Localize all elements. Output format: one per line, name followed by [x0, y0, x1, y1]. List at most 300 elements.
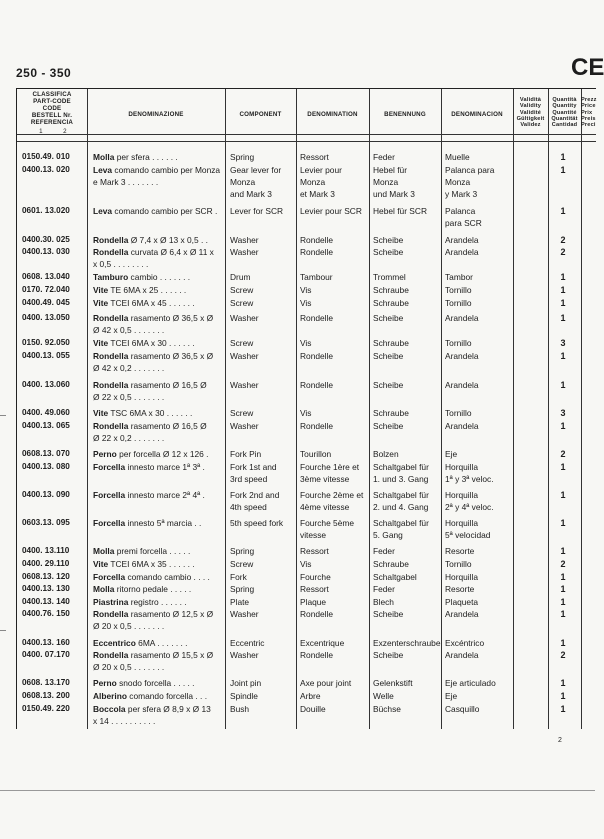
table-row	[17, 489, 596, 514]
german-name-line: Scheibe	[373, 609, 404, 620]
english-name-line: Washer	[230, 609, 259, 620]
parts-table	[16, 88, 596, 729]
english-name-line: Washer	[230, 234, 259, 245]
italian-name-line: Molla premi forcella . . . . .	[93, 546, 191, 557]
german-name-line: Gelenkstift	[373, 678, 413, 689]
spanish-name	[445, 608, 515, 620]
part-code: 0603.13. 095	[22, 518, 70, 528]
english-name-line: Fork 1st and	[230, 461, 277, 472]
spanish-name-line: Palanca	[445, 206, 476, 217]
quantity: 3	[560, 408, 566, 419]
italian-name-line: Forcella comando cambio . . . .	[93, 571, 210, 582]
part-code: 0400.13. 160	[22, 637, 70, 647]
part-code: 0400. 07.170	[22, 650, 70, 660]
table-row	[17, 677, 596, 690]
french-name	[300, 407, 370, 419]
spanish-name	[445, 596, 515, 608]
german-name	[373, 151, 443, 163]
italian-name-line: Ø 42 x 0,5 . . . . . . .	[93, 325, 165, 336]
german-name-line: Schaltgabel für	[373, 461, 429, 472]
italian-name-line: Vite TCEI 6MA x 30 . . . . . .	[93, 338, 195, 349]
german-name-line: 5. Gang	[373, 530, 403, 541]
part-code: 0150.49. 220	[22, 703, 70, 713]
spanish-name-line: Tornillo	[445, 285, 472, 295]
spanish-name-line: Eje	[445, 449, 458, 460]
part-code: 0601. 13.020	[22, 206, 70, 216]
spanish-name	[445, 649, 515, 661]
spanish-name	[445, 205, 515, 229]
italian-name-line: Boccola per sfera Ø 8,9 x Ø 13	[93, 703, 211, 714]
german-name	[373, 164, 443, 200]
part-code: 0400. 13.060	[22, 380, 70, 390]
quantity: 1	[560, 678, 566, 689]
table-row	[17, 234, 596, 247]
spanish-name-line: Arandela	[445, 609, 479, 620]
spanish-name	[445, 690, 515, 702]
english-name	[230, 461, 298, 485]
header-english: COMPONENT	[239, 111, 282, 118]
french-name	[300, 517, 370, 541]
part-code: 0400. 13.110	[22, 546, 70, 556]
french-name-line: Fourche 1ère et	[300, 461, 360, 472]
quantity: 2	[560, 234, 566, 245]
english-name	[230, 420, 298, 432]
italian-name-line: e Mark 3 . . . . . . .	[93, 176, 159, 187]
table-row	[17, 571, 596, 584]
spanish-name	[445, 284, 515, 296]
german-name	[373, 246, 443, 258]
english-name	[230, 379, 298, 391]
italian-name-line: Rondella curvata Ø 6,4 x Ø 11 x	[93, 247, 214, 258]
spanish-name-line: Arandela	[445, 421, 479, 431]
french-name-line: 4ème vitesse	[300, 502, 350, 512]
german-name-line: Scheibe	[373, 351, 404, 361]
table-row	[17, 703, 596, 728]
italian-name-line: Forcella innesto 5ª marcia . .	[93, 518, 202, 529]
english-name-line: Spring	[230, 152, 255, 162]
english-name-line: 3rd speed	[230, 473, 268, 484]
german-name	[373, 703, 443, 715]
french-name-line: Vis	[300, 338, 312, 349]
table-row	[17, 164, 596, 202]
italian-name-line: Vite TCEI 6MA x 35 . . . . . .	[93, 559, 195, 569]
french-name	[300, 350, 370, 362]
german-name	[373, 448, 443, 460]
italian-name	[93, 407, 223, 419]
spanish-name-line: Arandela	[445, 351, 479, 361]
page-code: 250 - 350	[16, 66, 72, 80]
german-name-line: Exzenterschraube	[373, 637, 441, 648]
quantity: 1	[560, 351, 566, 361]
spanish-name	[445, 246, 515, 258]
header-french: DENOMINATION	[307, 111, 358, 118]
german-name	[373, 558, 443, 570]
table-row	[17, 246, 596, 271]
table-row	[17, 337, 596, 350]
italian-name-line: Alberino comando forcella . . .	[93, 691, 208, 701]
english-name-line: Screw	[230, 297, 254, 308]
spanish-name-line: Horquilla	[445, 461, 479, 472]
english-name	[230, 690, 298, 702]
french-name-line: Rondelle	[300, 234, 334, 245]
french-name	[300, 677, 370, 689]
spanish-name-line: Eje	[445, 691, 458, 701]
german-name-line: Schraube	[373, 297, 409, 308]
quantity: 1	[560, 691, 566, 701]
quantity: 1	[560, 584, 566, 595]
italian-name-line: Vite TCEI 6MA x 45 . . . . . .	[93, 297, 195, 308]
french-name-line: Rondelle	[300, 609, 334, 620]
english-name-line: Fork	[230, 571, 247, 582]
english-name	[230, 571, 298, 583]
french-name-line: Ressort	[300, 152, 329, 162]
spanish-name-line: 1ª y 3ª veloc.	[445, 473, 494, 484]
english-name	[230, 703, 298, 715]
german-name	[373, 407, 443, 419]
italian-name-line: Rondella rasamento Ø 16,5 Ø	[93, 380, 207, 391]
italian-name	[93, 608, 223, 632]
english-name-line: Bush	[230, 703, 250, 714]
part-code: 0608.13. 070	[22, 449, 70, 459]
quantity: 1	[560, 546, 566, 557]
table-row	[17, 596, 596, 609]
french-name	[300, 271, 370, 283]
english-name-line: Fork 2nd and	[230, 490, 280, 500]
german-name-line: Feder	[373, 152, 395, 162]
english-name-line: Screw	[230, 285, 254, 295]
english-name-line: Washer	[230, 351, 259, 361]
german-name	[373, 596, 443, 608]
table-row	[17, 205, 596, 230]
spanish-name	[445, 703, 515, 715]
part-code: 0400.13. 055	[22, 351, 70, 360]
spanish-name	[445, 637, 515, 649]
italian-name-line: x 0,5 . . . . . . . .	[93, 259, 149, 270]
header-classification: CLASSIFICA PART-CODE CODE BESTELL Nr. REFERENCIA	[30, 91, 74, 126]
english-name	[230, 596, 298, 608]
table-row	[17, 517, 596, 542]
german-name-line: Schaltgabel für	[373, 490, 429, 500]
french-name	[300, 420, 370, 432]
spanish-name-line: Casquillo	[445, 703, 480, 714]
italian-name	[93, 489, 223, 501]
spanish-name	[445, 517, 515, 541]
french-name	[300, 583, 370, 595]
german-name-line: Bolzen	[373, 449, 399, 460]
french-name-line: Fourche	[300, 571, 331, 582]
spanish-name-line: Tornillo	[445, 338, 472, 349]
italian-name-line: Perno per forcella Ø 12 x 126 .	[93, 449, 209, 460]
italian-name-line: Rondella rasamento Ø 36,5 x Ø	[93, 351, 214, 361]
part-code: 0608.13. 120	[22, 571, 70, 581]
english-name-line: Washer	[230, 247, 259, 258]
german-name-line: Büchse	[373, 703, 401, 714]
italian-name	[93, 271, 223, 283]
spanish-name	[445, 337, 515, 349]
italian-name	[93, 677, 223, 689]
header-spanish: DENOMINACION	[451, 111, 503, 118]
italian-name	[93, 517, 223, 529]
italian-name-line: Eccentrico 6MA . . . . . . .	[93, 637, 188, 648]
spanish-name-line: Arandela	[445, 380, 479, 391]
spanish-name	[445, 151, 515, 163]
quantity: 1	[560, 285, 566, 295]
part-code: 0400.49. 045	[22, 297, 70, 307]
italian-name	[93, 461, 223, 473]
spanish-name	[445, 583, 515, 595]
part-code: 0608. 13.170	[22, 678, 70, 688]
french-name	[300, 571, 370, 583]
german-name	[373, 461, 443, 485]
german-name-line: Schraube	[373, 338, 409, 349]
quantity: 2	[560, 650, 566, 661]
german-name	[373, 489, 443, 513]
english-name	[230, 545, 298, 557]
quantity: 1	[560, 297, 566, 308]
margin-tick	[0, 415, 6, 416]
italian-name	[93, 703, 223, 727]
table-row	[17, 420, 596, 445]
german-name	[373, 690, 443, 702]
english-name	[230, 205, 298, 217]
part-code: 0150. 92.050	[22, 338, 70, 348]
french-name	[300, 448, 370, 460]
french-name-line: Excentrique	[300, 637, 345, 648]
italian-name-line: Rondella rasamento Ø 12,5 x Ø	[93, 609, 214, 620]
german-name-line: Feder	[373, 546, 395, 557]
german-name-line: Schaltgabel	[373, 571, 417, 582]
german-name	[373, 271, 443, 283]
english-name-line: Lever for SCR	[230, 206, 284, 217]
italian-name-line: Forcella innesto marce 2ª 4ª .	[93, 490, 205, 500]
spanish-name	[445, 312, 515, 324]
german-name-line: Scheibe	[373, 380, 404, 391]
french-name-line: Vis	[300, 408, 312, 419]
spanish-name	[445, 271, 515, 283]
part-code: 0400. 29.110	[22, 559, 70, 568]
spanish-name-line: Arandela	[445, 234, 479, 245]
italian-name-line: Vite TSC 6MA x 30 . . . . . .	[93, 408, 193, 419]
part-code: 0400. 13.050	[22, 313, 70, 323]
german-name	[373, 420, 443, 432]
italian-name-line: Piastrina registro . . . . . .	[93, 596, 187, 607]
german-name-line: Trommel	[373, 272, 406, 283]
french-name-line: 3ème vitesse	[300, 473, 350, 484]
english-name	[230, 608, 298, 620]
english-name-line: Washer	[230, 313, 259, 324]
italian-name	[93, 350, 223, 374]
table-row	[17, 151, 596, 164]
italian-name	[93, 312, 223, 336]
german-name	[373, 337, 443, 349]
english-name-line: Spindle	[230, 691, 258, 701]
header-price: Prezz Price Prix Preis Preci	[581, 97, 597, 129]
spanish-name-line: Tornillo	[445, 297, 472, 308]
italian-name	[93, 448, 223, 460]
quantity: 1	[560, 571, 566, 582]
english-name-line: Spring	[230, 546, 255, 557]
french-name	[300, 596, 370, 608]
table-row	[17, 448, 596, 461]
italian-name-line: Rondella rasamento Ø 36,5 x Ø	[93, 313, 214, 324]
german-name-line: Welle	[373, 691, 394, 701]
french-name-line: et Mark 3	[300, 188, 335, 199]
italian-name-line: Rondella rasamento Ø 16,5 Ø	[93, 421, 207, 431]
italian-name-line: Molla ritorno pedale . . . . .	[93, 584, 192, 595]
table-row	[17, 379, 596, 404]
table-row	[17, 558, 596, 571]
english-name-line: Screw	[230, 408, 254, 419]
part-code: 0400.13. 020	[22, 164, 70, 174]
german-name-line: Schaltgabel für	[373, 518, 429, 529]
quantity: 3	[560, 338, 566, 349]
english-name-line: 4th speed	[230, 502, 267, 512]
spanish-name-line: Horquilla	[445, 518, 479, 529]
german-name-line: und Mark 3	[373, 188, 415, 199]
german-name	[373, 637, 443, 649]
spanish-name	[445, 545, 515, 557]
english-name-line: Screw	[230, 338, 254, 349]
italian-name	[93, 284, 223, 296]
english-name-line: Joint pin	[230, 678, 262, 689]
french-name	[300, 461, 370, 485]
corner-mark: CE	[571, 54, 604, 81]
german-name-line: Scheibe	[373, 421, 404, 431]
spanish-name	[445, 164, 515, 200]
spanish-name	[445, 448, 515, 460]
german-name-line: Scheibe	[373, 234, 404, 245]
spanish-name	[445, 461, 515, 485]
table-row	[17, 583, 596, 596]
spanish-name-line: Arandela	[445, 313, 479, 324]
italian-name-line: Forcella innesto marce 1ª 3ª .	[93, 461, 205, 472]
english-name-line: 5th speed fork	[230, 518, 284, 529]
italian-name	[93, 297, 223, 309]
spanish-name	[445, 420, 515, 432]
part-code: 0608.13. 200	[22, 691, 70, 700]
spanish-name-line: Tornillo	[445, 559, 472, 569]
french-name-line: Douille	[300, 703, 326, 714]
french-name-line: Axe pour joint	[300, 678, 352, 689]
part-code: 0400.13. 065	[22, 421, 70, 430]
french-name-line: Tourillon	[300, 449, 332, 460]
quantity: 1	[560, 152, 566, 162]
french-name	[300, 690, 370, 702]
quantity: 1	[560, 461, 566, 472]
part-code: 0400.13. 080	[22, 461, 70, 471]
quantity: 1	[560, 421, 566, 431]
italian-name	[93, 379, 223, 403]
part-code: 0400.13. 130	[22, 584, 70, 594]
french-name-line: Tambour	[300, 272, 333, 283]
german-name-line: 2. und 4. Gang	[373, 502, 429, 512]
german-name-line: Scheibe	[373, 247, 404, 258]
table-row	[17, 637, 596, 650]
french-name	[300, 558, 370, 570]
part-code: 0150.49. 010	[22, 152, 70, 161]
french-name	[300, 649, 370, 661]
header-quantity: Quantità Quantity Quantité Quantität Cantidad	[551, 97, 578, 129]
english-name	[230, 407, 298, 419]
german-name	[373, 545, 443, 557]
italian-name-line: Ø 22 x 0,2 . . . . . . .	[93, 433, 165, 443]
english-name	[230, 448, 298, 460]
italian-name-line: Ø 42 x 0,2 . . . . . . .	[93, 363, 165, 373]
english-name	[230, 297, 298, 309]
german-name	[373, 517, 443, 541]
spanish-name-line: 2ª y 4ª veloc.	[445, 502, 494, 512]
italian-name	[93, 420, 223, 444]
spanish-name-line: Tambor	[445, 272, 473, 283]
italian-name-line: Rondella rasamento Ø 15,5 x Ø	[93, 650, 214, 661]
german-name-line: Hebel für	[373, 164, 407, 175]
table-row	[17, 608, 596, 633]
english-name	[230, 558, 298, 570]
italian-name-line: x 14 . . . . . . . . . .	[93, 715, 156, 726]
italian-name-line: Ø 20 x 0,5 . . . . . . .	[93, 621, 165, 632]
italian-name	[93, 545, 223, 557]
table-row	[17, 271, 596, 284]
english-name	[230, 583, 298, 595]
french-name-line: Monza	[300, 176, 326, 187]
french-name	[300, 205, 370, 217]
table-row	[17, 350, 596, 375]
german-name-line: Scheibe	[373, 650, 404, 661]
german-name-line: Scheibe	[373, 313, 404, 324]
spanish-name-line: Resorte	[445, 546, 475, 557]
part-code: 0400.13. 140	[22, 596, 70, 606]
english-name	[230, 649, 298, 661]
header-rule	[17, 141, 596, 142]
spanish-name	[445, 407, 515, 419]
italian-name	[93, 246, 223, 270]
french-name	[300, 637, 370, 649]
french-name-line: Levier pour	[300, 164, 342, 175]
header-italian: DENOMINAZIONE	[128, 111, 184, 118]
german-name-line: Schraube	[373, 285, 409, 295]
spanish-name	[445, 234, 515, 246]
german-name-line: Blech	[373, 596, 394, 607]
quantity: 2	[560, 449, 566, 460]
part-code: 0400. 49.060	[22, 408, 70, 418]
french-name-line: Fourche 5ème	[300, 518, 354, 529]
italian-name	[93, 337, 223, 349]
german-name	[373, 583, 443, 595]
french-name	[300, 151, 370, 163]
italian-name	[93, 205, 223, 217]
german-name	[373, 649, 443, 661]
english-name	[230, 517, 298, 529]
french-name	[300, 545, 370, 557]
english-name	[230, 234, 298, 246]
bottom-rule	[0, 790, 595, 791]
spanish-name-line: para SCR	[445, 218, 482, 229]
spanish-name	[445, 297, 515, 309]
german-name	[373, 677, 443, 689]
spanish-name	[445, 379, 515, 391]
part-code: 0170. 72.040	[22, 285, 70, 294]
italian-name	[93, 234, 223, 246]
italian-name	[93, 164, 223, 188]
quantity: 1	[560, 596, 566, 607]
german-name-line: Monza	[373, 176, 399, 187]
part-code: 0400.13. 030	[22, 247, 70, 257]
table-row	[17, 649, 596, 674]
english-name	[230, 489, 298, 513]
french-name	[300, 703, 370, 715]
spanish-name-line: Resorte	[445, 584, 475, 595]
spanish-name-line: Monza	[445, 176, 471, 187]
